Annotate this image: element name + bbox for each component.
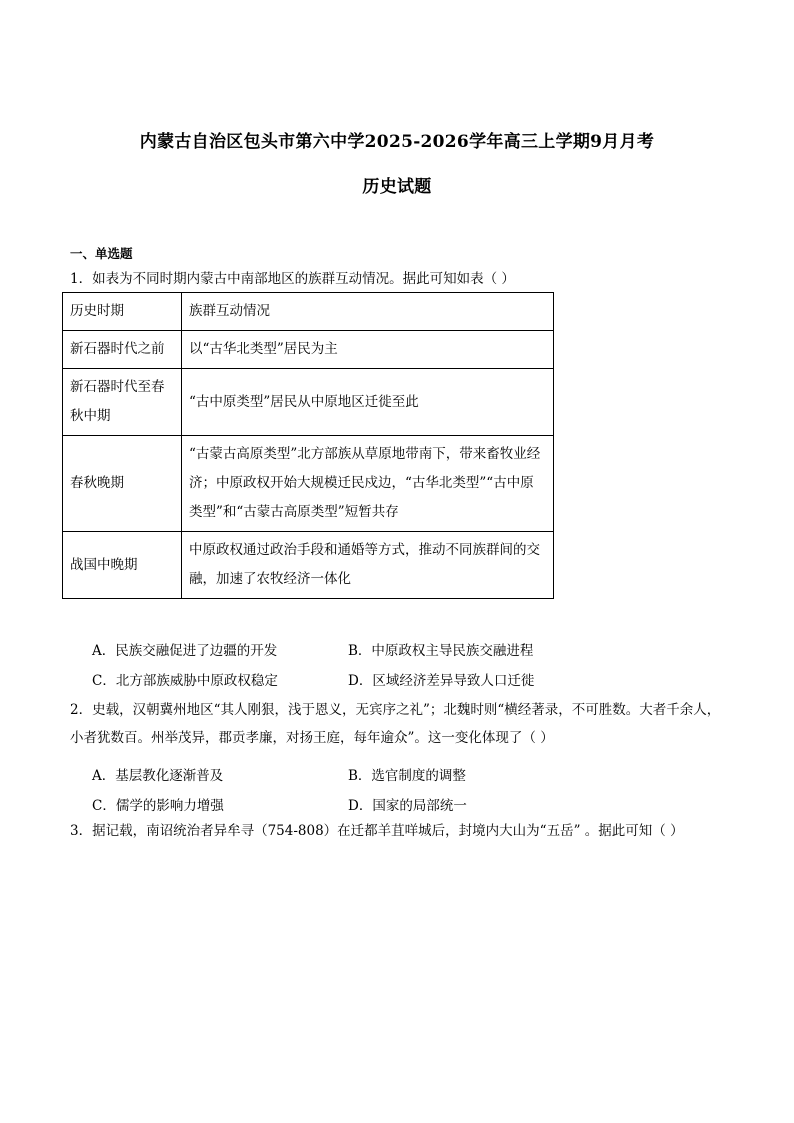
- q2-option-b[interactable]: B．选官制度的调整: [348, 768, 466, 784]
- q2-option-c[interactable]: C．儒学的影响力增强: [92, 798, 224, 814]
- table-row: [63, 369, 554, 436]
- exam-title: 内蒙古自治区包头市第六中学2025-2026学年高三上学期9月月考: [139, 132, 655, 152]
- table-header-cell: 族群互动情况: [182, 293, 554, 331]
- table-header-row: [63, 293, 554, 331]
- q1-option-a[interactable]: A．民族交融促进了边疆的开发: [92, 643, 278, 659]
- q2-option-d[interactable]: D．国家的局部统一: [348, 798, 467, 814]
- q1-option-d[interactable]: D．区域经济差异导致人口迁徙: [348, 673, 535, 689]
- table-cell-interaction: “古蒙古高原类型”北方部族从草原地带南下，带来畜牧业经济；中原政权开始大规模迁民戍边，“古华北类型”“古中原类型”和“古蒙古高原类型”短暂共存: [182, 436, 554, 532]
- section-heading: 一、单选题: [70, 246, 133, 261]
- question-1-table: [62, 292, 554, 599]
- q2-option-a[interactable]: A．基层教化逐渐普及: [92, 768, 224, 784]
- table-cell-interaction: 中原政权通过政治手段和通婚等方式，推动不同族群间的交融，加速了农牧经济一体化: [182, 532, 554, 599]
- table-header-cell: 历史时期: [63, 293, 182, 331]
- question-2-stem: 2．史载，汉朝冀州地区“其人刚狠，浅于恩义，无宾序之礼”；北魏时则“横经著录，不可胜数。大者千余人，小者犹数百。州举茂异，郡贡孝廉，对扬王庭，每年逾众”。这一变化体现了（ ）: [70, 702, 721, 746]
- table-cell-interaction: 以“古华北类型”居民为主: [182, 331, 554, 369]
- table-cell-period: 春秋晚期: [63, 436, 182, 532]
- exam-subject: 历史试题: [362, 177, 432, 197]
- table-cell-period: 新石器时代之前: [63, 331, 182, 369]
- q1-option-c[interactable]: C．北方部族威胁中原政权稳定: [92, 673, 278, 689]
- table-row: [63, 436, 554, 532]
- table-row: [63, 331, 554, 369]
- question-1-stem: 1．如表为不同时期内蒙古中南部地区的族群互动情况。据此可知如表（ ）: [70, 271, 515, 287]
- q1-option-b[interactable]: B．中原政权主导民族交融进程: [348, 643, 534, 659]
- table-cell-period: 战国中晚期: [63, 532, 182, 599]
- table-cell-interaction: “古中原类型”居民从中原地区迁徙至此: [182, 369, 554, 436]
- table-cell-period: 新石器时代至春秋中期: [63, 369, 182, 436]
- table-row: [63, 532, 554, 599]
- question-3-stem: 3．据记载，南诏统治者异牟寻（754-808）在迁都羊苴咩城后，封境内大山为“五岳” 。据此可知（ ）: [70, 823, 684, 839]
